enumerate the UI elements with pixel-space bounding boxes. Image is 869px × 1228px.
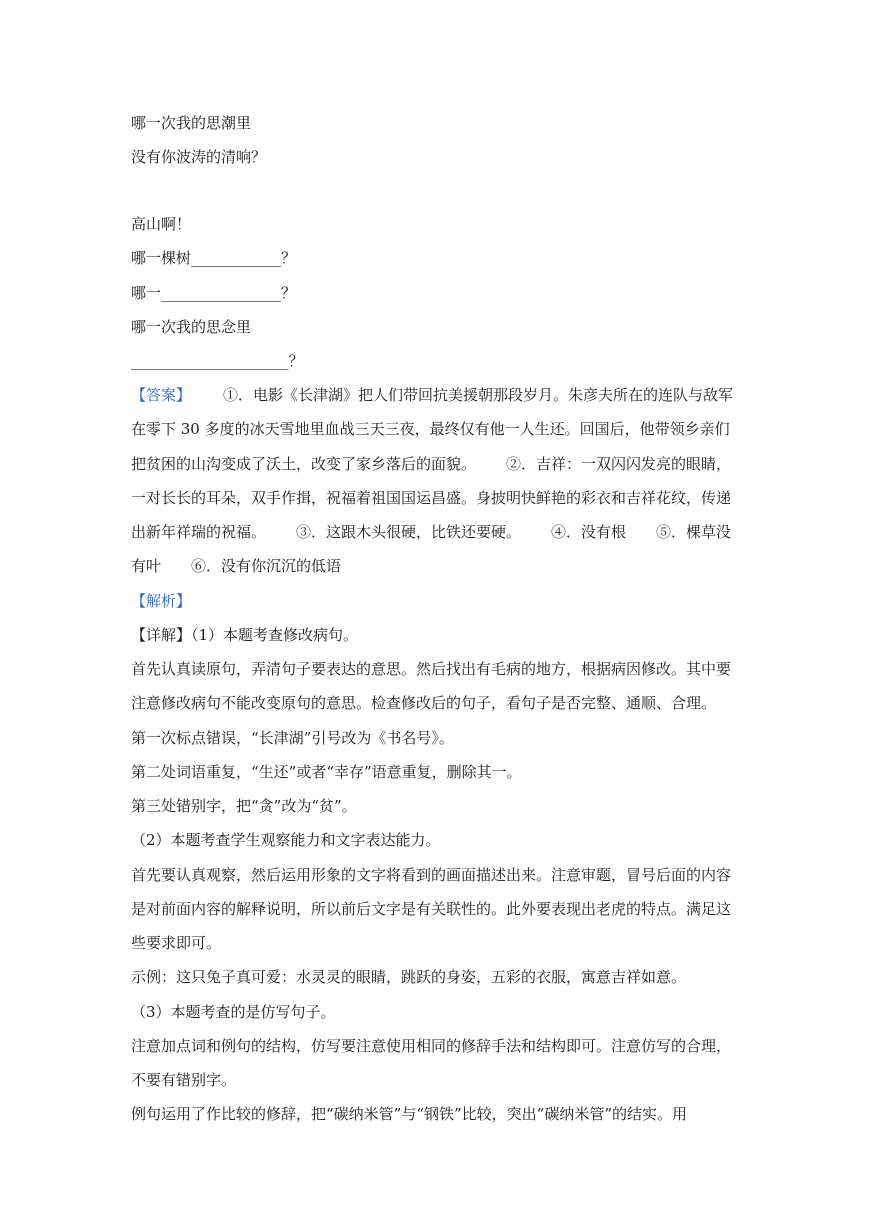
answer-text: ⑤．棵草没 (656, 523, 732, 541)
analysis-line (131, 625, 358, 645)
poem-blank-line: _____________________？ (131, 352, 304, 370)
analysis-line: 例句运用了作比较的修辞，把“碳纳米管”与“钢铁”比较，突出“碳纳米管”的结实。用 (131, 1105, 688, 1123)
answer-text: ②．吉祥：一双闪闪发亮的眼睛， (506, 455, 732, 473)
analysis-line: 首先认真读原句，弄清句子要表达的意思。然后找出有毛病的地方，根据病因修改。其中要 (131, 660, 732, 678)
analysis-line: 第一次标点错误，“长津湖”引号改为《书名号》。 (131, 729, 454, 747)
answer-text: ③．这跟木头很硬，比铁还要硬。 (296, 523, 522, 541)
detail-tag: 【详解】 (131, 626, 192, 644)
answer-text: ①．电影《长津湖》把人们带回抗美援朝那段岁月。朱彦夫所在的连队与敌军 (223, 386, 734, 404)
poem-line: 没有你波涛的清响？ (131, 148, 267, 166)
analysis-line: 首先要认真观察，然后运用形象的文字将看到的画面描述出来。注意审题，冒号后面的内容 (131, 866, 732, 884)
answer-text: 有叶 (131, 557, 162, 575)
analysis-line: 注意加点词和例句的结构，仿写要注意使用相同的修辞手法和结构即可。注意仿写的合理， (131, 1037, 732, 1055)
answer-text: 出新年祥瑞的祝福。 (131, 523, 267, 541)
analysis-line: 些要求即可。 (131, 934, 222, 952)
poem-line: 高山啊！ (131, 215, 192, 233)
poem-blank-line: 哪一________________？ (131, 284, 297, 302)
answer-line: 一对长长的耳朵，双手作揖，祝福着祖国国运昌盛。身披明快鲜艳的彩衣和吉祥花纹，传递 (131, 489, 732, 507)
analysis-line: 第三处错别字，把“贪”改为“贫”。 (131, 797, 357, 815)
analysis-line: 不要有错别字。 (131, 1071, 237, 1089)
analysis-text: （1）本题考查修改病句。 (191, 626, 359, 644)
analysis-line: 第二处词语重复，“生还”或者“幸存”语意重复，删除其一。 (131, 763, 522, 781)
answer-line (131, 522, 731, 542)
answer-tag: 【答案】 (131, 386, 192, 404)
poem-blank-line: 哪一棵树____________？ (131, 249, 297, 267)
poem-line: 哪一次我的思潮里 (131, 114, 252, 132)
answer-line (131, 454, 731, 474)
analysis-tag: 【解析】 (131, 592, 192, 610)
answer-text: 把贫困的山沟变成了沃土，改变了家乡落后的面貌。 (131, 455, 477, 473)
analysis-line: 注意修改病句不能改变原句的意思。检查修改后的句子，看句子是否完整、通顺、合理。 (131, 694, 717, 712)
answer-line (131, 556, 341, 576)
answer-text: ④．没有根 (551, 523, 627, 541)
answer-text: ⑥．没有你沉沉的低语 (191, 557, 342, 575)
poem-line: 哪一次我的思念里 (131, 318, 252, 336)
analysis-line: 示例：这只兔子真可爱：水灵灵的眼睛，跳跃的身姿，五彩的衣服，寓意吉祥如意。 (131, 968, 687, 986)
analysis-line: （2）本题考查学生观察能力和文字表达能力。 (131, 831, 441, 849)
analysis-line: （3）本题考查的是仿写句子。 (131, 1003, 336, 1021)
answer-line (131, 385, 733, 405)
analysis-line: 是对前面内容的解释说明，所以前后文字是有关联性的。此外要表现出老虎的特点。满足这 (131, 900, 732, 918)
answer-line: 在零下 30 多度的冰天雪地里血战三天三夜，最终仅有他一人生还。回国后，他带领乡亲们 (131, 420, 730, 438)
